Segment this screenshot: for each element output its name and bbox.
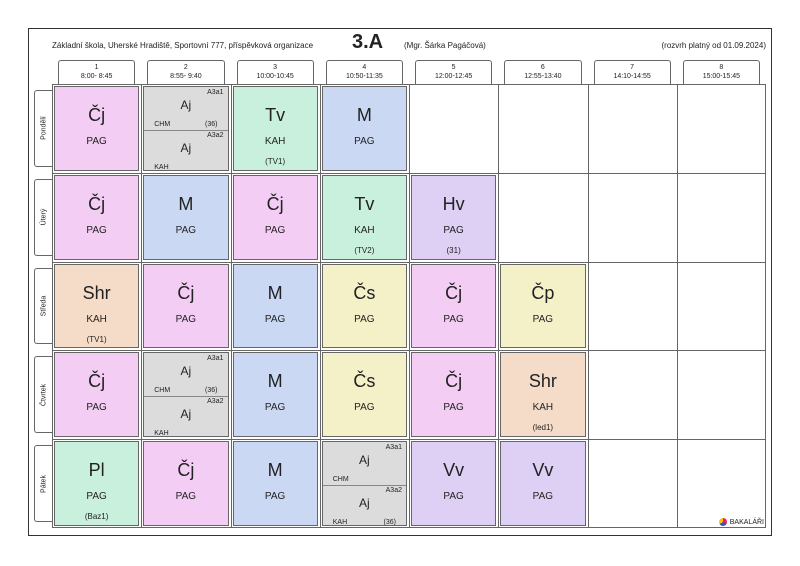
- lesson-subject: Čj: [88, 105, 106, 125]
- lesson-cell[interactable]: [143, 264, 228, 349]
- lesson-subject: Vv: [532, 460, 554, 481]
- day-label-tab: [34, 179, 52, 256]
- period-time: 8:55- 9:40: [170, 73, 202, 80]
- class-teacher: (Mgr. Šárka Pagáčová): [404, 41, 486, 50]
- lesson-teacher: KAH: [86, 313, 107, 325]
- column-divider: [677, 84, 678, 528]
- lesson-room: (TV1): [86, 334, 107, 344]
- period-time: 15:00-15:45: [702, 73, 741, 80]
- period-header: [326, 60, 403, 84]
- column-divider: [409, 84, 410, 528]
- lesson-subject: Čj: [445, 282, 463, 303]
- lesson-cell[interactable]: [500, 264, 585, 349]
- lesson-teacher: PAG: [264, 313, 286, 325]
- group-label: A3a2: [385, 487, 402, 495]
- group-lesson: [144, 353, 227, 396]
- lesson-cell[interactable]: [233, 175, 318, 260]
- group-teacher: CHM: [154, 387, 171, 395]
- split-lesson-cell[interactable]: [143, 352, 228, 437]
- lesson-teacher: KAH: [354, 224, 375, 236]
- lesson-subject: Pl: [88, 460, 105, 481]
- lesson-subject: Čp: [531, 282, 555, 303]
- lesson-teacher: PAG: [443, 402, 464, 414]
- day-label-tab: [34, 90, 52, 167]
- group-label: A3a2: [207, 398, 224, 406]
- group-subject: Aj: [180, 407, 192, 422]
- lesson-cell[interactable]: [500, 441, 585, 526]
- lesson-cell[interactable]: [411, 352, 496, 437]
- period-time: 10:50-11:35: [345, 73, 383, 80]
- lesson-cell[interactable]: [54, 441, 139, 526]
- day-label-tab: [34, 356, 52, 433]
- lesson-cell[interactable]: [411, 175, 496, 260]
- group-label: A3a1: [207, 355, 224, 363]
- lesson-teacher: PAG: [86, 402, 107, 414]
- day-label: Středa: [40, 295, 47, 317]
- period-number: 5: [451, 64, 456, 71]
- lesson-teacher: PAG: [175, 224, 197, 236]
- lesson-cell[interactable]: [233, 264, 318, 349]
- lesson-subject: Vv: [443, 460, 465, 481]
- group-subject: Aj: [359, 453, 370, 468]
- period-header: [504, 60, 581, 84]
- lesson-subject: M: [178, 193, 194, 214]
- lesson-cell[interactable]: [54, 175, 139, 260]
- lesson-teacher: KAH: [264, 136, 286, 147]
- class-title: 3.A: [352, 31, 384, 53]
- lesson-subject: Tv: [354, 193, 375, 214]
- period-header: [147, 60, 224, 84]
- bakalari-logo: [719, 518, 764, 526]
- lesson-subject: M: [267, 282, 283, 303]
- column-divider: [498, 84, 499, 528]
- lesson-cell[interactable]: [233, 86, 318, 171]
- lesson-cell[interactable]: [54, 264, 139, 349]
- lesson-teacher: PAG: [443, 224, 464, 236]
- period-number: 4: [362, 64, 367, 71]
- group-separator: [144, 396, 227, 397]
- group-teacher: CHM: [332, 476, 349, 484]
- lesson-room: (Baz1): [84, 512, 109, 522]
- group-subject: Aj: [180, 364, 192, 379]
- lesson-teacher: PAG: [264, 224, 286, 236]
- lesson-room: (31): [446, 245, 461, 255]
- lesson-room: (TV2): [354, 245, 375, 255]
- lesson-subject: Čj: [177, 282, 195, 303]
- day-label-tab: [34, 445, 52, 522]
- period-time: 10:00-10:45: [256, 73, 294, 80]
- period-time: 12:55-13:40: [524, 73, 562, 80]
- lesson-teacher: PAG: [86, 491, 107, 503]
- group-lesson: [323, 442, 406, 485]
- lesson-cell[interactable]: [54, 86, 139, 171]
- group-teacher: KAH: [154, 164, 169, 171]
- period-number: 1: [94, 64, 99, 71]
- lesson-subject: Čj: [88, 193, 106, 214]
- group-label: A3a2: [207, 132, 224, 139]
- group-lesson: [144, 130, 227, 173]
- lesson-teacher: PAG: [175, 313, 197, 325]
- lesson-subject: Shr: [528, 371, 557, 392]
- group-lesson: [323, 485, 406, 528]
- group-label: A3a1: [385, 444, 402, 452]
- period-number: 3: [273, 64, 278, 71]
- group-room: (36): [205, 121, 218, 128]
- lesson-subject: Tv: [265, 105, 286, 125]
- group-label: A3a1: [207, 89, 224, 96]
- lesson-cell[interactable]: [233, 441, 318, 526]
- group-lesson: [144, 87, 227, 130]
- day-label: Pondělí: [40, 116, 47, 141]
- period-time: 8:00- 8:45: [80, 73, 113, 80]
- lesson-subject: Čj: [445, 371, 463, 392]
- lesson-teacher: PAG: [264, 402, 286, 414]
- lesson-teacher: PAG: [443, 491, 464, 503]
- split-lesson-cell[interactable]: [322, 441, 407, 526]
- lesson-teacher: PAG: [354, 136, 375, 147]
- day-label: Pátek: [40, 474, 47, 493]
- lesson-cell[interactable]: [143, 441, 228, 526]
- lesson-teacher: PAG: [264, 491, 286, 503]
- column-divider: [320, 84, 321, 528]
- group-room: (36): [383, 519, 396, 527]
- lesson-cell[interactable]: [322, 352, 407, 437]
- group-lesson: [144, 396, 227, 439]
- lesson-teacher: PAG: [86, 224, 107, 236]
- valid-from: (rozvrh platný od 01.09.2024): [661, 41, 766, 50]
- lesson-subject: M: [267, 371, 283, 392]
- column-divider: [141, 84, 142, 528]
- lesson-cell[interactable]: [500, 352, 585, 437]
- group-teacher: KAH: [332, 519, 348, 527]
- lesson-teacher: PAG: [354, 402, 375, 414]
- lesson-subject: Hv: [442, 193, 465, 214]
- lesson-cell[interactable]: [411, 441, 496, 526]
- lesson-cell[interactable]: [322, 86, 407, 171]
- lesson-subject: M: [356, 105, 372, 125]
- lesson-room: (TV1): [265, 157, 286, 166]
- day-label: Čtvrtek: [40, 383, 47, 406]
- period-number: 6: [540, 64, 545, 71]
- school-name: Základní škola, Uherské Hradiště, Sportovní 777, příspěvková organizace: [52, 41, 314, 50]
- lesson-room: (led1): [532, 423, 554, 433]
- lesson-teacher: PAG: [175, 491, 197, 503]
- group-separator: [144, 130, 227, 131]
- lesson-cell[interactable]: [233, 352, 318, 437]
- group-subject: Aj: [180, 98, 192, 112]
- period-header: [683, 60, 760, 84]
- group-teacher: KAH: [154, 430, 169, 438]
- lesson-subject: Shr: [82, 282, 111, 303]
- group-subject: Aj: [359, 496, 370, 511]
- lesson-teacher: KAH: [532, 402, 554, 414]
- lesson-cell[interactable]: [143, 175, 228, 260]
- period-time: 12:00-12:45: [434, 73, 473, 80]
- lesson-subject: Čs: [353, 371, 376, 392]
- lesson-subject: Čj: [177, 460, 195, 481]
- day-label-tab: [34, 268, 52, 345]
- lesson-teacher: PAG: [443, 313, 464, 325]
- day-label: Úterý: [40, 208, 47, 226]
- period-time: 14:10-14:55: [613, 73, 651, 80]
- group-subject: Aj: [180, 141, 192, 155]
- period-header: [237, 60, 314, 84]
- group-teacher: CHM: [154, 121, 171, 128]
- column-divider: [588, 84, 589, 528]
- period-header: [594, 60, 671, 84]
- period-number: 8: [719, 64, 724, 71]
- lesson-teacher: PAG: [86, 136, 107, 147]
- period-number: 7: [630, 64, 635, 71]
- column-divider: [231, 84, 232, 528]
- lesson-cell[interactable]: [322, 175, 407, 260]
- lesson-subject: Čj: [266, 193, 284, 214]
- lesson-cell[interactable]: [54, 352, 139, 437]
- period-header: [58, 60, 135, 84]
- lesson-teacher: PAG: [532, 313, 554, 325]
- lesson-subject: Čj: [88, 371, 106, 392]
- bakalari-logo-icon: [719, 518, 727, 526]
- lesson-cell[interactable]: [322, 264, 407, 349]
- group-separator: [323, 485, 406, 486]
- split-lesson-cell[interactable]: [143, 86, 228, 171]
- logo-text: BAKALÁŘI: [729, 518, 764, 526]
- group-room: (36): [205, 387, 218, 395]
- lesson-cell[interactable]: [411, 264, 496, 349]
- period-number: 2: [183, 64, 188, 71]
- period-header: [415, 60, 492, 84]
- lesson-teacher: PAG: [354, 313, 375, 325]
- lesson-subject: Čs: [353, 282, 376, 303]
- lesson-teacher: PAG: [532, 491, 554, 503]
- lesson-subject: M: [267, 460, 283, 481]
